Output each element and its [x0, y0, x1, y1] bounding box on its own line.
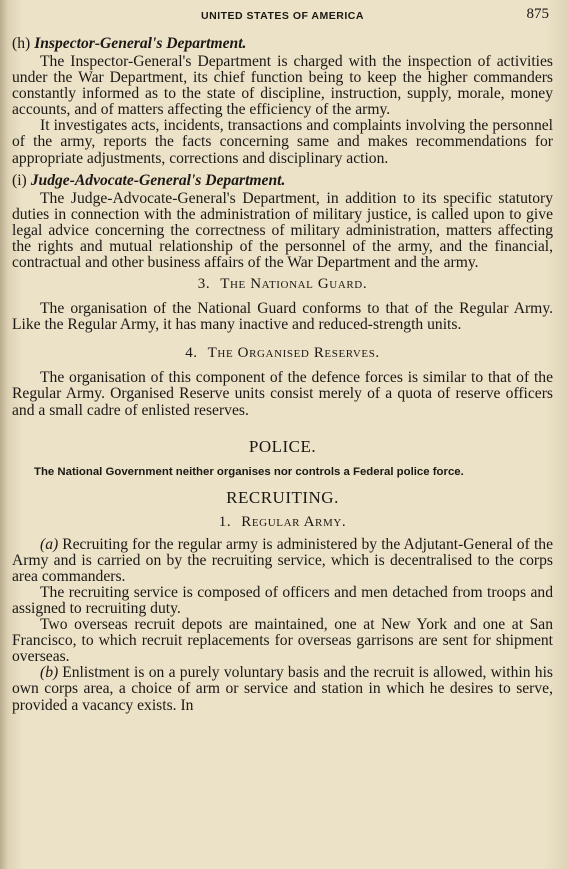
heading-title: The National Guard. [220, 276, 368, 293]
paragraph: It investigates acts, incidents, transactions and complaints involving the personnel of the army, reports the facts concerning same and makes recommendations for appropriate adjustments, corrections and disciplinary action. [12, 117, 553, 167]
section-marker: (i) [12, 171, 27, 189]
paragraph: The Inspector-General's Department is charged with the inspection of activities under the War Department, its chief function being to keep the higher commanders constantly informed as to the state of discipline, instruction, supply, morale, money accounts, and of matters affecting the efficiency of the army. [12, 53, 553, 119]
heading-organised-reserves [12, 345, 553, 362]
heading-regular-army [12, 514, 553, 531]
running-title: UNITED STATES OF AMERICA [201, 10, 364, 22]
heading-number: 1. [218, 513, 232, 530]
heading-police: POLICE. [248, 436, 317, 456]
heading-national-guard [12, 276, 553, 293]
heading-number: 4. [185, 345, 198, 362]
section-heading-inspector [12, 35, 553, 52]
heading-title: Regular Army. [241, 513, 347, 530]
heading-number: 3. [197, 276, 211, 293]
paragraph: (b) Enlistment is on a purely voluntary basis and the recruit is allowed, within his own corps area, a choice of arm or service and station in which he desires to serve, provided a vacancy exists. In [12, 664, 553, 714]
section-heading-judge [12, 172, 553, 189]
paragraph: The organisation of the National Guard conforms to that of the Regular Army. Like the Regular Army, it has many inactive and reduced-strength units. [12, 300, 553, 334]
heading-title: The Organised Reserves. [207, 345, 380, 362]
section-title: Judge-Advocate-General's Department. [30, 171, 286, 189]
section-title: Inspector-General's Department. [34, 35, 247, 52]
paragraph: Two overseas recruit depots are maintained, one at New York and one at San Francisco, to which recruit replacements for overseas garrisons are sent for shipment overseas. [12, 616, 553, 666]
paragraph-marker: (b) [40, 664, 59, 682]
police-paragraph: The National Government neither organises nor controls a Federal police force. [34, 465, 464, 478]
page-number: 875 [526, 6, 549, 22]
paragraph-marker: (a) [40, 535, 59, 553]
paragraph: (a) Recruiting for the regular army is administered by the Adjutant-General of the Army and is carried on by the recruiting service, which is decentralised to the corps area commanders. [12, 535, 553, 585]
paragraph: The organisation of this component of the defence forces is similar to that of the Regular Army. Organised Reserve units consist merely of a quota of reserve officers and a small cadre of enlisted reserves. [12, 369, 553, 419]
running-head [12, 8, 553, 30]
paragraph: The Judge-Advocate-General's Department, in addition to its specific statutory duties in connection with the administration of military justice, is called upon to give legal advice concerning the correctness of military administration, matters affecting the rights and mutual relationship of the personnel of the army, and the financial, contractual and other business affairs of the War Department and the army. [12, 189, 553, 272]
heading-recruiting: RECRUITING. [226, 487, 339, 507]
section-marker: (h) [12, 35, 31, 52]
paragraph: The recruiting service is composed of officers and men detached from troops and assigned to recruiting duty. [12, 583, 553, 617]
